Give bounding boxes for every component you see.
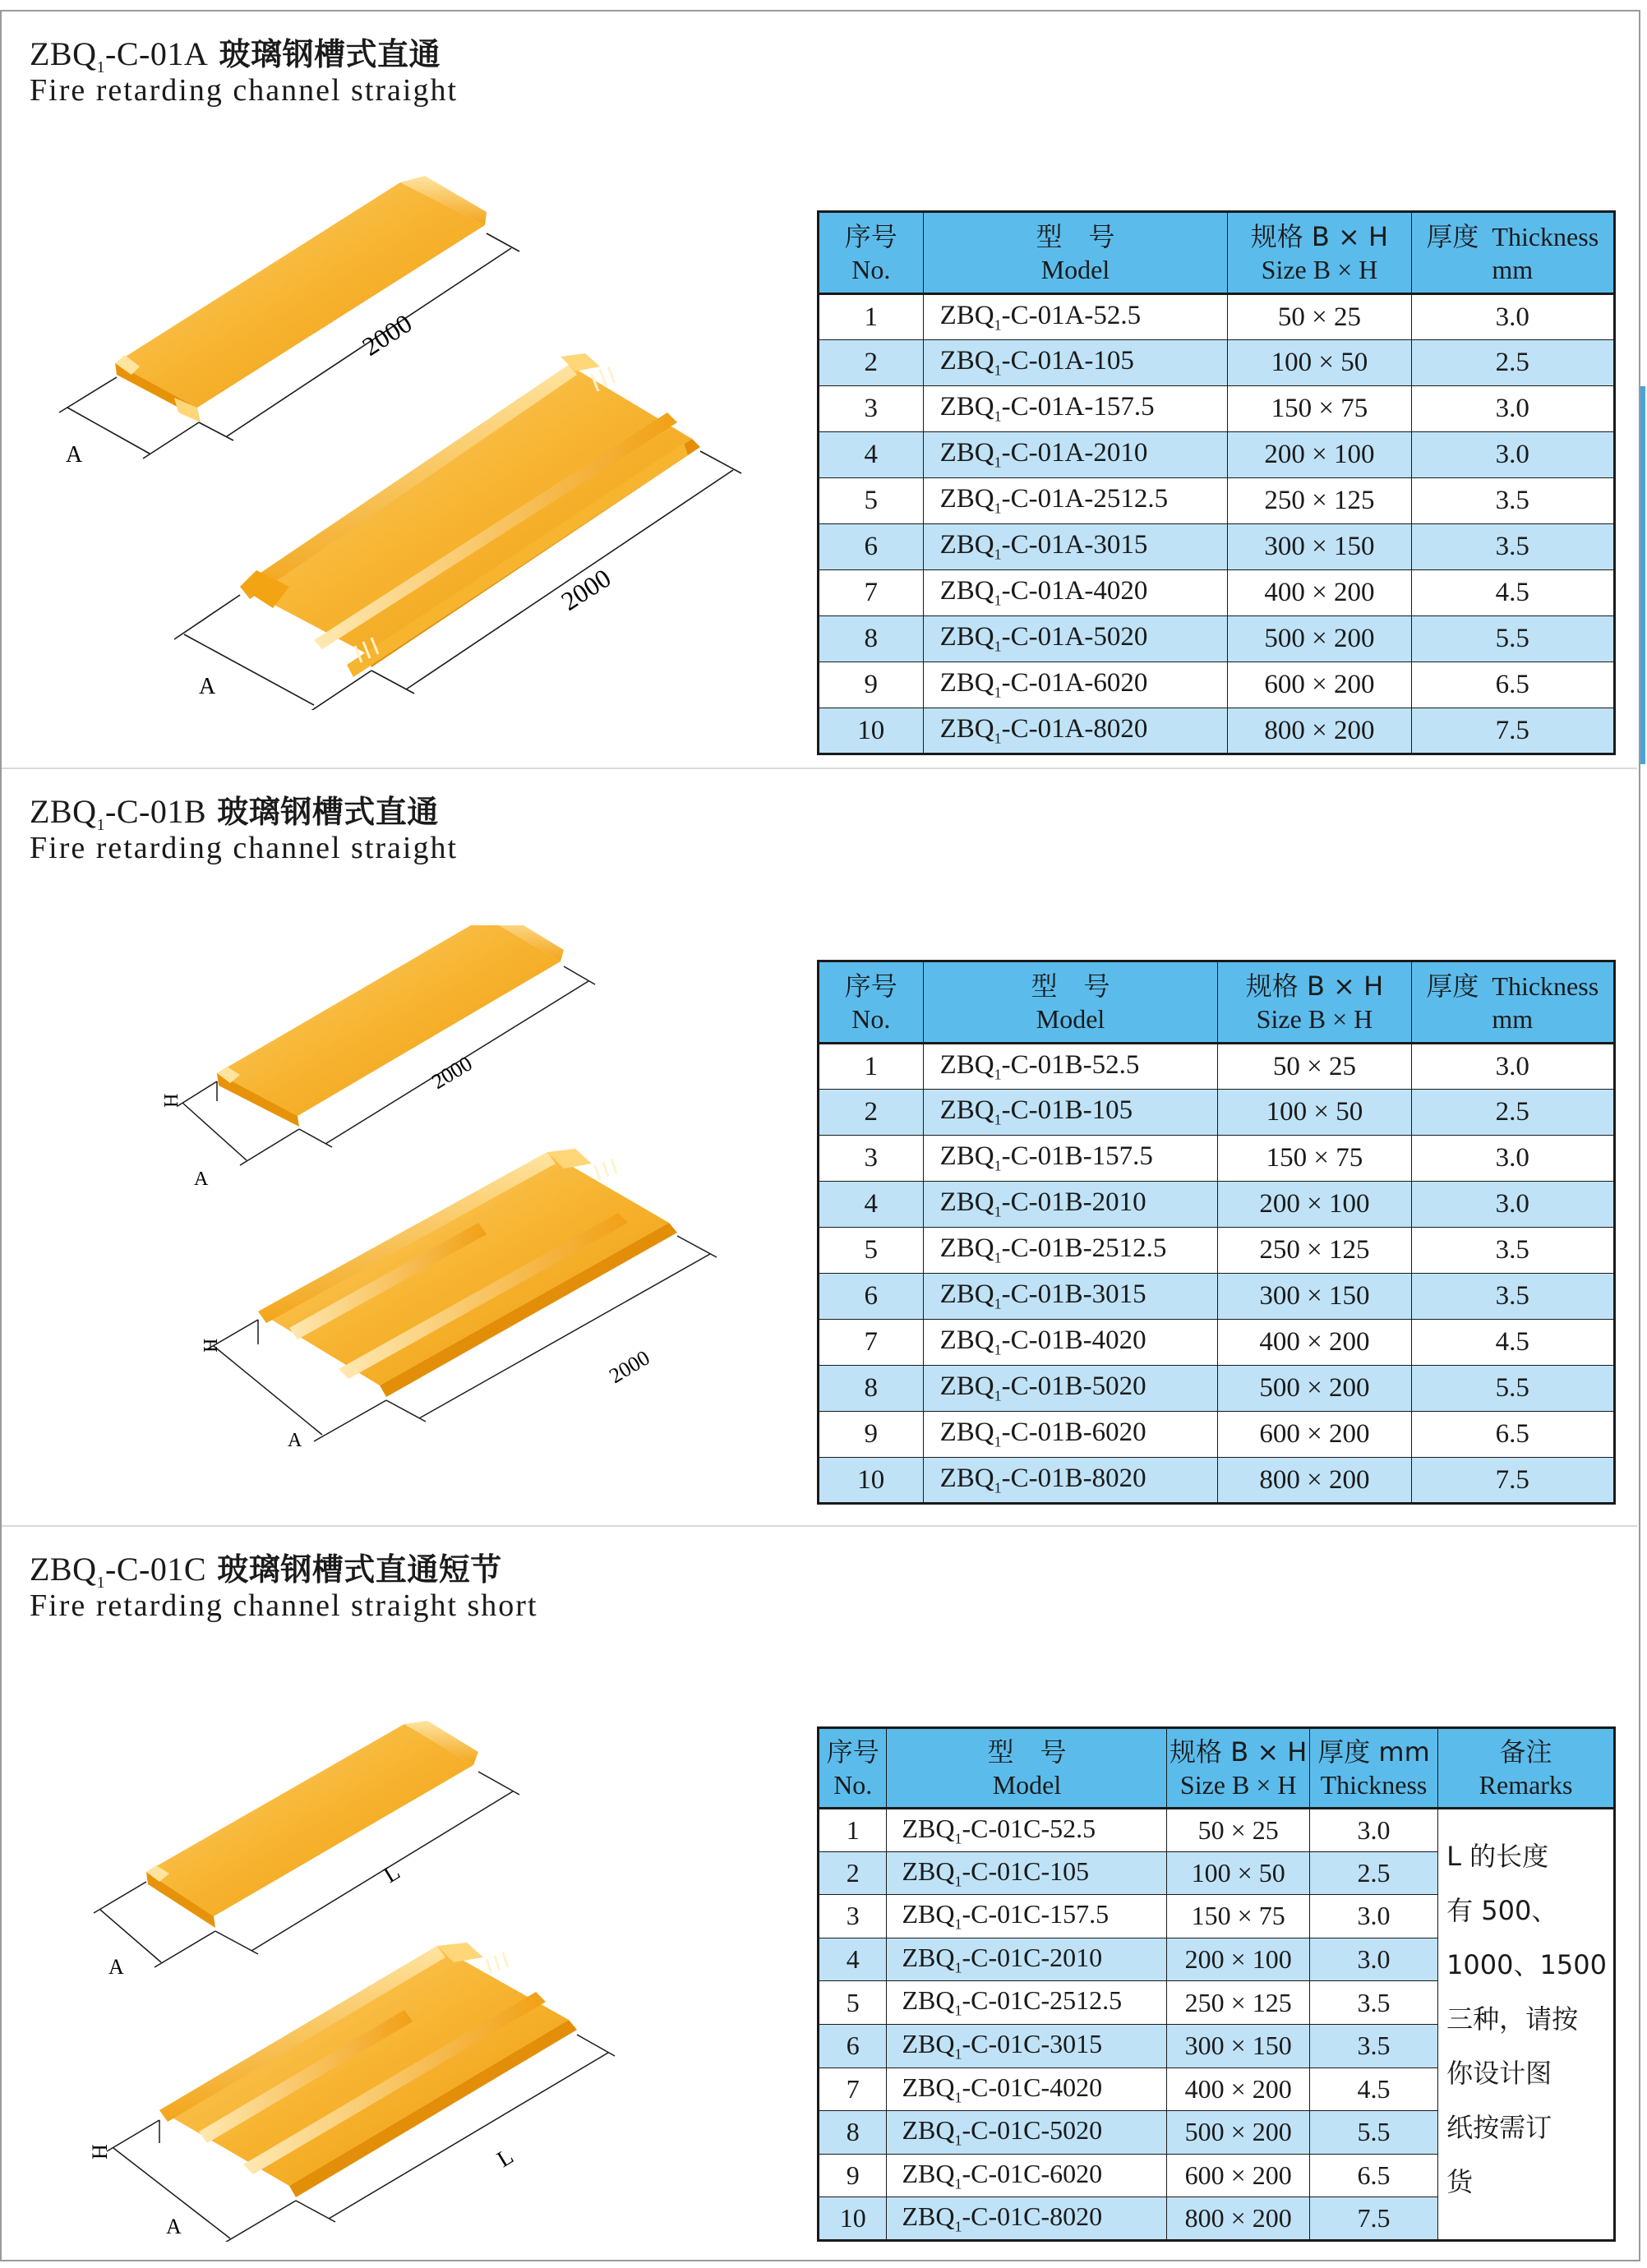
cell-no: 7 (819, 1320, 924, 1366)
remark-line: 三种，请按 (1446, 2003, 1579, 2035)
cell-size: 300 × 150 (1228, 524, 1411, 570)
table-row (819, 662, 1615, 708)
section-01c (2, 1527, 1637, 2258)
cell-model: $ZBQ_1-C-01C-8020$ (887, 2197, 1167, 2241)
cell-no: 4 (819, 1182, 924, 1228)
cell-model: $ZBQ_1-C-01A-52.5$ (923, 294, 1228, 340)
cell-model: $ZBQ_1-C-01A-4020$ (923, 570, 1228, 616)
table-row (819, 1320, 1615, 1366)
table-row (819, 478, 1615, 524)
cell-no: 8 (819, 2111, 887, 2155)
cell-size: 800 × 200 (1228, 708, 1411, 754)
cell-no: 1 (819, 1809, 887, 1852)
cell-model: $ZBQ_1-C-01C-2512.5$ (887, 1981, 1167, 2025)
cell-thickness: 3.5 (1411, 478, 1614, 524)
cell-model: $ZBQ_1-C-01C-4020$ (887, 2067, 1167, 2111)
dim-length-bottom: 2000 (556, 562, 616, 616)
spec-table (817, 1726, 1616, 2242)
cell-size: 250 × 125 (1218, 1228, 1411, 1274)
cell-model: $ZBQ_1-C-01C-5020$ (887, 2111, 1167, 2155)
cell-thickness: 2.5 (1411, 1090, 1614, 1136)
cell-size: 200 × 100 (1167, 1938, 1309, 1981)
cover-plate (217, 925, 564, 1127)
cell-model: $ZBQ_1-C-01A-2010$ (923, 432, 1228, 478)
dim-width-top: A (108, 1955, 124, 1979)
dim-height-bottom: H (88, 2144, 112, 2160)
dim-length-top: 2000 (357, 307, 418, 362)
dim-width-top: A (194, 1169, 209, 1190)
dim-width-top: A (66, 442, 83, 468)
cell-model: $ZBQ_1-C-01B-5020$ (923, 1366, 1218, 1412)
cell-thickness: 3.0 (1309, 1938, 1437, 1981)
title-model: $ZBQ_1-C-01A$ (30, 35, 209, 76)
cell-thickness: 3.0 (1411, 1136, 1614, 1182)
cell-model: $ZBQ_1-C-01B-157.5$ (923, 1136, 1218, 1182)
cell-size: 150 × 75 (1167, 1895, 1309, 1938)
table-row (819, 1458, 1615, 1504)
cell-size: 600 × 200 (1228, 662, 1411, 708)
cell-thickness: 3.5 (1411, 1228, 1614, 1274)
table-row (819, 1044, 1615, 1090)
cell-thickness: 2.5 (1309, 1851, 1437, 1895)
cell-model: $ZBQ_1-C-01C-6020$ (887, 2154, 1167, 2197)
cell-model: $ZBQ_1-C-01B-3015$ (923, 1274, 1218, 1320)
cell-size: 500 × 200 (1228, 616, 1411, 662)
cell-size: 250 × 125 (1167, 1981, 1309, 2025)
cover-plate (146, 1721, 478, 1928)
cell-size: 100 × 50 (1167, 1851, 1309, 1895)
cell-thickness: 5.5 (1411, 616, 1614, 662)
cell-no: 6 (819, 524, 924, 570)
cell-size: 500 × 200 (1167, 2111, 1309, 2155)
cell-remarks (1438, 1809, 1615, 2241)
cell-no: 7 (819, 570, 924, 616)
cell-model: $ZBQ_1-C-01C-52.5$ (887, 1809, 1167, 1852)
cell-size: 50 × 25 (1218, 1044, 1411, 1090)
table-row (819, 570, 1615, 616)
cell-no: 3 (819, 1895, 887, 1938)
cell-thickness: 3.0 (1411, 432, 1614, 478)
cell-no: 1 (819, 294, 924, 340)
cell-no: 5 (819, 1981, 887, 2025)
cell-model: $ZBQ_1-C-01C-105$ (887, 1851, 1167, 1895)
cell-size: 150 × 75 (1218, 1136, 1411, 1182)
table-row (819, 386, 1615, 432)
cell-no: 4 (819, 1938, 887, 1981)
cell-thickness: 4.5 (1309, 2067, 1437, 2111)
remark-line: 1000、1500 (1446, 1949, 1607, 1980)
table-row (819, 1809, 1615, 1852)
cell-no: 10 (819, 2197, 887, 2241)
header-thickness: 厚度 Thickness mm (1411, 212, 1614, 294)
cell-model: $ZBQ_1-C-01A-105$ (923, 340, 1228, 386)
tray-illustration (59, 1666, 684, 2242)
cell-size: 600 × 200 (1218, 1412, 1411, 1458)
cell-model: $ZBQ_1-C-01B-4020$ (923, 1320, 1218, 1366)
cell-model: $ZBQ_1-C-01C-2010$ (887, 1938, 1167, 1981)
cell-size: 800 × 200 (1167, 2197, 1309, 2241)
cell-thickness: 5.5 (1309, 2111, 1437, 2155)
side-accent-bar (1640, 386, 1645, 764)
cell-thickness: 7.5 (1411, 1458, 1614, 1504)
cell-thickness: 7.5 (1309, 2197, 1437, 2241)
channel-trough (258, 1149, 677, 1397)
remark-line: 纸按需订 (1446, 2112, 1552, 2143)
title-model: $ZBQ_1-C-01B$ (30, 793, 206, 834)
section-title-en: Fire retarding channel straight (30, 831, 459, 865)
header-size: 规格 B × H Size B × H (1167, 1728, 1309, 1809)
header-thickness: 厚度 mm Thickness (1309, 1728, 1437, 1809)
cell-model: $ZBQ_1-C-01A-8020$ (923, 708, 1228, 754)
header-model: 型 号 Model (887, 1728, 1167, 1809)
cell-thickness: 3.5 (1411, 524, 1614, 570)
dim-length-bottom: L (492, 2143, 519, 2174)
cell-size: 600 × 200 (1167, 2154, 1309, 2197)
dim-height-bottom: H (201, 1338, 222, 1353)
cell-model: $ZBQ_1-C-01B-8020$ (923, 1458, 1218, 1504)
cover-plate (115, 176, 487, 422)
table-row (819, 1090, 1615, 1136)
cell-thickness: 6.5 (1309, 2154, 1437, 2197)
title-model: $ZBQ_1-C-01C$ (30, 1551, 206, 1592)
table-row (819, 1136, 1615, 1182)
channel-trough (240, 353, 700, 677)
cell-no: 10 (819, 708, 924, 754)
table-row (819, 1366, 1615, 1412)
cell-no: 5 (819, 1228, 924, 1274)
cell-no: 7 (819, 2067, 887, 2111)
cell-model: $ZBQ_1-C-01B-2010$ (923, 1182, 1218, 1228)
spec-table (817, 210, 1616, 755)
cell-thickness: 5.5 (1411, 1366, 1614, 1412)
cell-model: $ZBQ_1-C-01B-2512.5$ (923, 1228, 1218, 1274)
cell-thickness: 3.0 (1411, 294, 1614, 340)
cell-thickness: 3.0 (1411, 386, 1614, 432)
header-no: 序号 No. (819, 961, 924, 1044)
cell-model: $ZBQ_1-C-01B-6020$ (923, 1412, 1218, 1458)
tray-illustration (43, 151, 782, 710)
cell-size: 250 × 125 (1228, 478, 1411, 524)
cell-thickness: 3.0 (1411, 1044, 1614, 1090)
table-row (819, 616, 1615, 662)
cell-size: 300 × 150 (1167, 2024, 1309, 2067)
cell-no: 5 (819, 478, 924, 524)
cell-model: $ZBQ_1-C-01A-157.5$ (923, 386, 1228, 432)
remark-line: L 的长度 (1446, 1841, 1549, 1872)
cell-size: 50 × 25 (1228, 294, 1411, 340)
header-model: 型 号 Model (923, 961, 1218, 1044)
cell-thickness: 3.0 (1309, 1895, 1437, 1938)
dim-length-top: 2000 (427, 1051, 477, 1095)
header-model: 型 号 Model (923, 212, 1228, 294)
cell-thickness: 3.0 (1309, 1809, 1437, 1852)
cell-size: 150 × 75 (1228, 386, 1411, 432)
header-no: 序号 No. (819, 212, 924, 294)
cell-no: 6 (819, 1274, 924, 1320)
cell-model: $ZBQ_1-C-01A-5020$ (923, 616, 1228, 662)
table-row (819, 432, 1615, 478)
cell-no: 6 (819, 2024, 887, 2067)
cell-size: 800 × 200 (1218, 1458, 1411, 1504)
cell-thickness: 3.0 (1411, 1182, 1614, 1228)
cell-no: 9 (819, 662, 924, 708)
cell-thickness: 6.5 (1411, 1412, 1614, 1458)
cell-size: 300 × 150 (1218, 1274, 1411, 1320)
header-size: 规格 B × H Size B × H (1228, 212, 1411, 294)
cell-thickness: 2.5 (1411, 340, 1614, 386)
cell-thickness: 7.5 (1411, 708, 1614, 754)
section-01a (2, 12, 1637, 769)
title-cn-text: 玻璃钢槽式直通 (217, 794, 439, 830)
cell-size: 400 × 200 (1167, 2067, 1309, 2111)
remark-line: 货 (1446, 2166, 1474, 2197)
header-thickness: 厚度 Thickness mm (1411, 961, 1614, 1044)
table-row (819, 340, 1615, 386)
header-size: 规格 B × H Size B × H (1218, 961, 1411, 1044)
table-row (819, 1412, 1615, 1458)
cell-thickness: 4.5 (1411, 570, 1614, 616)
cell-model: $ZBQ_1-C-01C-157.5$ (887, 1895, 1167, 1938)
cell-no: 10 (819, 1458, 924, 1504)
cell-size: 50 × 25 (1167, 1809, 1309, 1852)
cell-thickness: 3.5 (1309, 2024, 1437, 2067)
cell-model: $ZBQ_1-C-01B-105$ (923, 1090, 1218, 1136)
header-no: 序号 No. (819, 1728, 887, 1809)
cell-no: 9 (819, 2154, 887, 2197)
table-row (819, 1274, 1615, 1320)
dim-width-bottom: A (199, 674, 216, 699)
cell-size: 100 × 50 (1218, 1090, 1411, 1136)
remark-line: 你设计图 (1446, 2058, 1552, 2089)
dim-width-bottom: A (288, 1430, 302, 1451)
cell-size: 200 × 100 (1218, 1182, 1411, 1228)
table-row (819, 1182, 1615, 1228)
header-remarks: 备注 Remarks (1438, 1728, 1615, 1809)
remark-line: 有 500、 (1446, 1895, 1558, 1926)
cell-no: 3 (819, 386, 924, 432)
cell-size: 200 × 100 (1228, 432, 1411, 478)
section-title-en: Fire retarding channel straight (30, 73, 459, 108)
table-row (819, 1228, 1615, 1274)
cell-size: 100 × 50 (1228, 340, 1411, 386)
cell-no: 1 (819, 1044, 924, 1090)
dim-width-bottom: A (166, 2215, 182, 2238)
cell-thickness: 3.5 (1411, 1274, 1614, 1320)
cell-model: $ZBQ_1-C-01A-3015$ (923, 524, 1228, 570)
dim-height-top: H (161, 1093, 182, 1108)
cell-size: 400 × 200 (1228, 570, 1411, 616)
cell-model: $ZBQ_1-C-01C-3015$ (887, 2024, 1167, 2067)
section-title-en: Fire retarding channel straight short (30, 1588, 538, 1623)
cell-no: 2 (819, 1851, 887, 1895)
vent-slots (487, 1952, 508, 1974)
vent-slots (595, 1159, 616, 1180)
dim-length-top: L (379, 1859, 405, 1889)
dim-length-bottom: 2000 (605, 1345, 654, 1389)
cell-no: 3 (819, 1136, 924, 1182)
cell-thickness: 6.5 (1411, 662, 1614, 708)
cell-size: 400 × 200 (1218, 1320, 1411, 1366)
title-cn-text: 玻璃钢槽式直通 (219, 36, 441, 72)
cell-no: 8 (819, 616, 924, 662)
title-cn-text: 玻璃钢槽式直通短节 (217, 1551, 502, 1588)
table-row (819, 524, 1615, 570)
cell-model: $ZBQ_1-C-01B-52.5$ (923, 1044, 1218, 1090)
tray-illustration (125, 925, 766, 1484)
cell-no: 4 (819, 432, 924, 478)
section-01b (2, 769, 1637, 1527)
cell-thickness: 3.5 (1309, 1981, 1437, 2025)
cell-model: $ZBQ_1-C-01A-6020$ (923, 662, 1228, 708)
table-row (819, 708, 1615, 754)
cell-model: $ZBQ_1-C-01A-2512.5$ (923, 478, 1228, 524)
cell-size: 500 × 200 (1218, 1366, 1411, 1412)
cell-thickness: 4.5 (1411, 1320, 1614, 1366)
channel-trough (159, 1943, 577, 2197)
spec-table (817, 960, 1616, 1505)
cell-no: 9 (819, 1412, 924, 1458)
table-row (819, 294, 1615, 340)
cell-no: 2 (819, 1090, 924, 1136)
cell-no: 2 (819, 340, 924, 386)
cell-no: 8 (819, 1366, 924, 1412)
